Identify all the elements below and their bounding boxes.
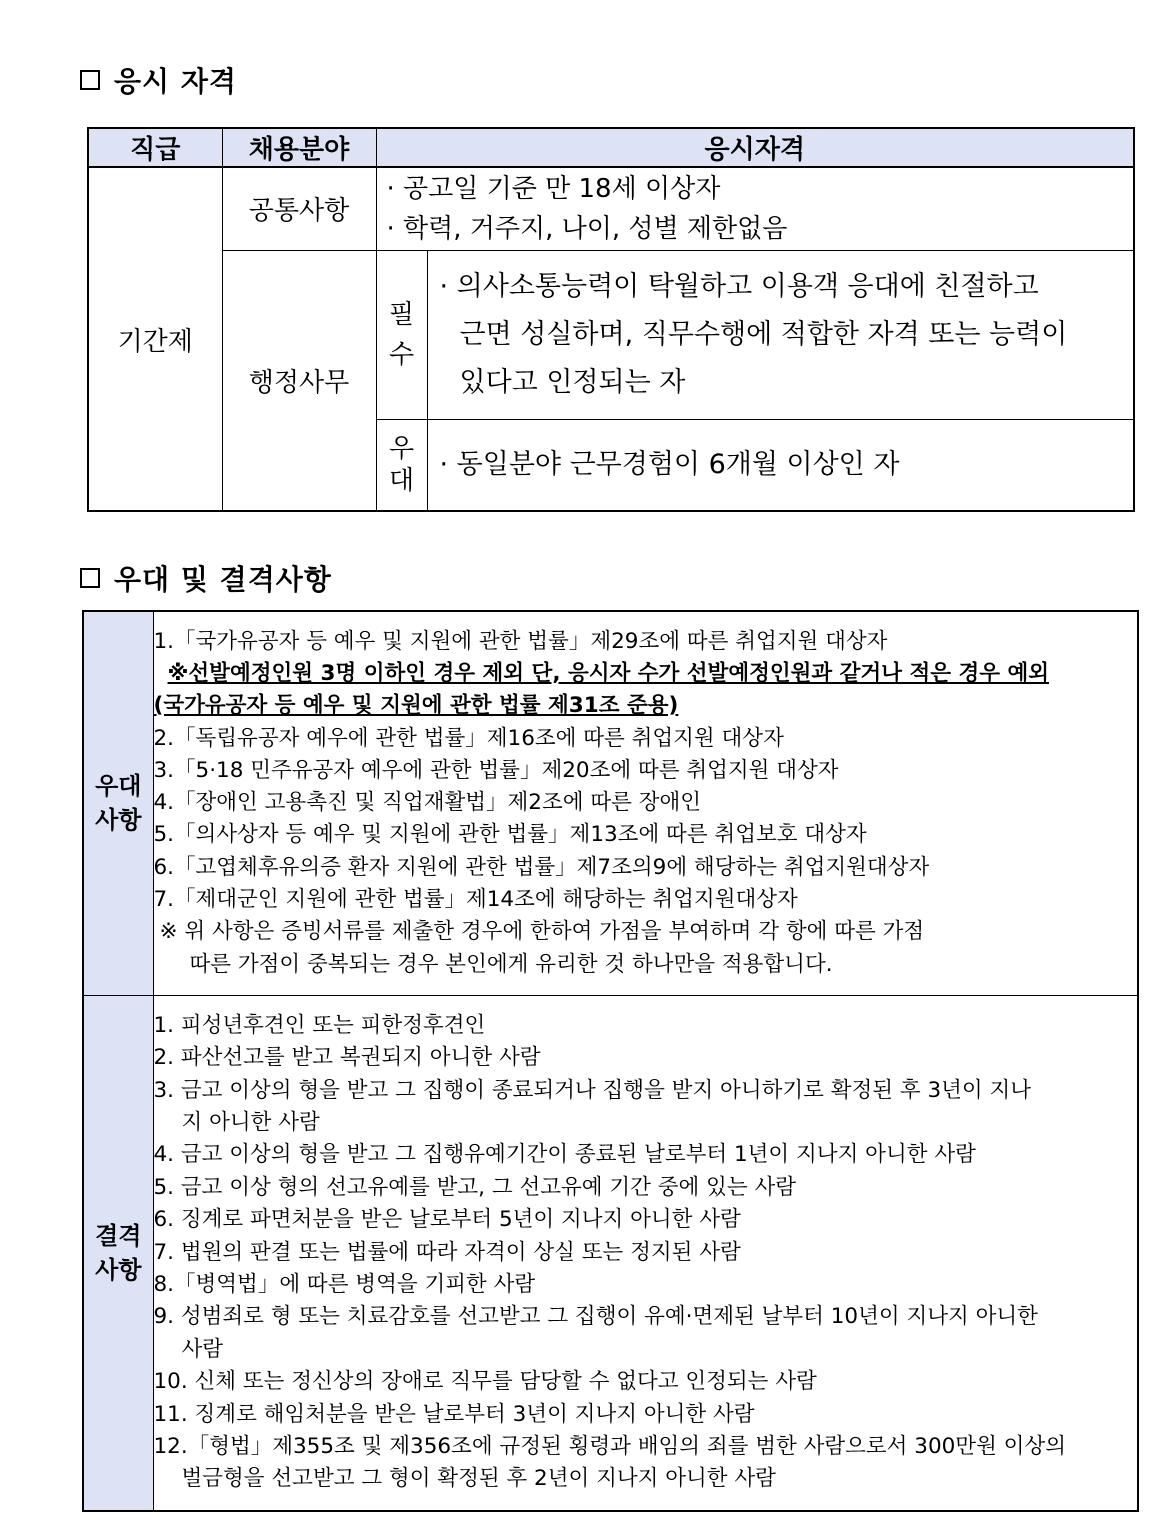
common-requirements <box>376 167 1134 250</box>
header-qualification: 응시자격 <box>376 128 1134 167</box>
square-bullet-icon <box>80 70 100 90</box>
preferred-section-content <box>153 611 1138 995</box>
note-bold: ※선발예정인원 3명 이하인 경우 제외 단, 응시자 수가 선발예정인원과 같거나 적은 경우 예외 <box>167 660 1050 686</box>
list-item: 6.「고엽체후유의증 환자 지원에 관한 법률」제7조의9에 해당하는 취업지원대상자 <box>153 854 930 880</box>
required-label: 필 수 <box>376 250 427 419</box>
list-item: 5.「의사상자 등 예우 및 지원에 관한 법률」제13조에 따른 취업보호 대상자 <box>153 822 867 848</box>
table-row-disqualification <box>83 995 1138 1511</box>
footnote: ※ 위 사항은 증빙서류를 제출한 경우에 한하여 가점을 부여하며 각 항에 따른 가점 <box>159 919 925 945</box>
preferred-requirement: · 동일분야 근무경험이 6개월 이상인 자 <box>427 419 1134 511</box>
field-admin: 행정사무 <box>222 250 376 511</box>
header-field: 채용분야 <box>222 128 376 167</box>
list-item: 4. 금고 이상의 형을 받고 그 집행유예기간이 종료된 날로부터 1년이 지나지 아니한 사람 <box>153 1142 976 1168</box>
square-bullet-icon <box>80 568 100 588</box>
list-item: 사람 <box>181 1336 224 1362</box>
table-row-common <box>88 167 1134 250</box>
required-requirements <box>427 250 1134 419</box>
list-item: 1. 피성년후견인 또는 피한정후견인 <box>153 1012 486 1038</box>
field-common: 공통사항 <box>222 167 376 250</box>
required-line: 근면 성실하며, 직무수행에 적합한 자격 또는 능력이 <box>459 318 1068 350</box>
list-item: 4.「장애인 고용촉진 및 직업재활법」제2조에 따른 장애인 <box>153 790 702 816</box>
list-item: 6. 징계로 파면처분을 받은 날로부터 5년이 지나지 아니한 사람 <box>153 1207 741 1233</box>
preferences-table <box>82 610 1139 1512</box>
preferred-label: 우 대 <box>376 419 427 511</box>
list-item: 1.「국가유공자 등 예우 및 지원에 관한 법률」제29조에 따른 취업지원 대상자 <box>153 628 888 654</box>
section-title-preferences <box>80 558 332 598</box>
list-item: 12.「형법」제355조 및 제356조에 규정된 횡령과 배임의 죄를 범한 사람으로서 300만원 이상의 <box>153 1433 1066 1459</box>
list-item: 7. 법원의 판결 또는 법률에 따라 자격이 상실 또는 정지된 사람 <box>153 1239 741 1265</box>
disqualification-section-label: 결격 사항 <box>83 995 153 1511</box>
required-line: 있다고 인정되는 자 <box>459 366 686 398</box>
list-item: 5. 금고 이상 형의 선고유예를 받고, 그 선고유예 기간 중에 있는 사람 <box>153 1174 797 1200</box>
section-title-text: 우대 및 결격사항 <box>114 563 332 596</box>
list-item: 2. 파산선고를 받고 복권되지 아니한 사람 <box>153 1045 541 1071</box>
disqualification-section-content <box>153 995 1138 1511</box>
required-line: · 의사소통능력이 탁월하고 이용객 응대에 친절하고 <box>439 270 1039 302</box>
section-title-text: 응시 자격 <box>114 65 237 98</box>
list-item: 7.「제대군인 지원에 관한 법률」제14조에 해당하는 취업지원대상자 <box>153 886 798 912</box>
list-item: 3. 금고 이상의 형을 받고 그 집행이 종료되거나 집행을 받지 아니하기로 확정된 후 3년이 지나 <box>153 1077 1032 1103</box>
table-row-admin-required <box>88 250 1134 419</box>
qualification-table <box>87 127 1135 512</box>
list-item: 11. 징계로 해임처분을 받은 날로부터 3년이 지나지 아니한 사람 <box>153 1401 755 1427</box>
common-line: · 학력, 거주지, 나이, 성별 제한없음 <box>386 213 788 244</box>
list-item: 8.「병역법」에 따른 병역을 기피한 사람 <box>153 1271 536 1297</box>
list-item: 벌금형을 선고받고 그 형이 확정된 후 2년이 지나지 아니한 사람 <box>181 1466 776 1492</box>
note-bold: (국가유공자 등 예우 및 지원에 관한 법률 제31조 준용) <box>153 693 679 719</box>
table-row-preferred <box>83 611 1138 995</box>
table-header-row <box>88 128 1134 167</box>
footnote: 따른 가점이 중복되는 경우 본인에게 유리한 것 하나만을 적용합니다. <box>189 951 833 977</box>
list-item: 10. 신체 또는 정신상의 장애로 직무를 담당할 수 없다고 인정되는 사람 <box>153 1369 817 1395</box>
header-grade: 직급 <box>88 128 222 167</box>
preferred-section-label: 우대 사항 <box>83 611 153 995</box>
list-item: 9. 성범죄로 형 또는 치료감호를 선고받고 그 집행이 유예·면제된 날부터 10년이 지나지 아니한 <box>153 1304 1038 1330</box>
section-title-qualification <box>80 60 237 100</box>
list-item: 지 아니한 사람 <box>181 1109 320 1135</box>
common-line: · 공고일 기준 만 18세 이상자 <box>386 173 721 204</box>
grade-cell: 기간제 <box>88 167 222 511</box>
list-item: 2.「독립유공자 예우에 관한 법률」제16조에 따른 취업지원 대상자 <box>153 725 784 751</box>
list-item: 3.「5·18 민주유공자 예우에 관한 법률」제20조에 따른 취업지원 대상자 <box>153 757 839 783</box>
